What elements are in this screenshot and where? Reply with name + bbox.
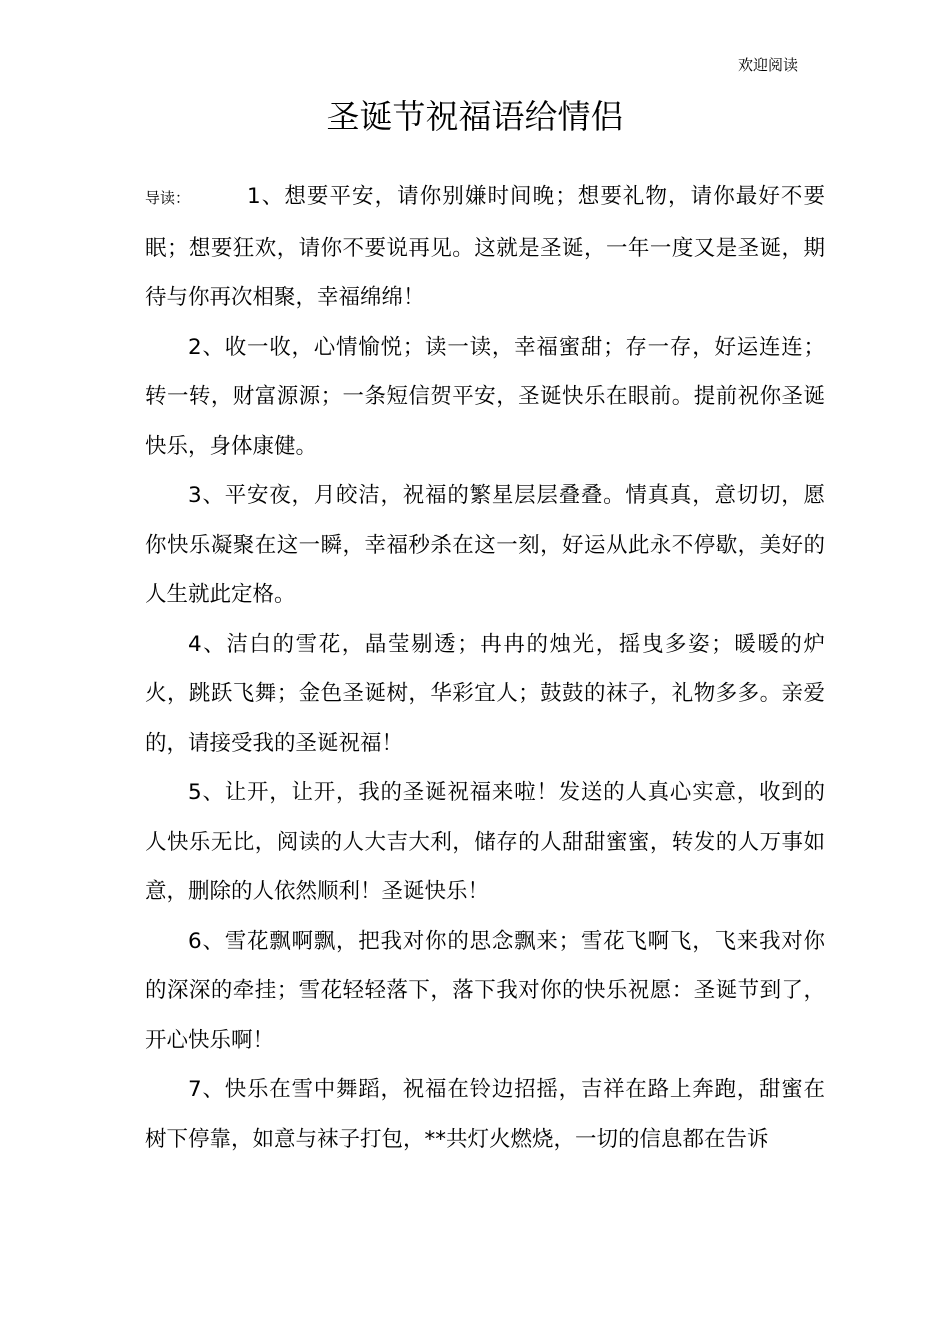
- paragraph-6: 6、雪花飘啊飘，把我对你的思念飘来；雪花飞啊飞，飞来我对你的深深的牵挂；雪花轻轻落下，落下我对你的快乐祝愿：圣诞节到了，开心快乐啊！: [145, 928, 825, 1053]
- paragraph-3: 3、平安夜，月皎洁，祝福的繁星层层叠叠。情真真，意切切，愿你快乐凝聚在这一瞬，幸福秒杀在这一刻，好运从此永不停歇，美好的人生就此定格。: [145, 483, 825, 607]
- page-title: 圣诞节祝福语给情侣: [326, 97, 624, 136]
- document-body: [145, 172, 825, 1164]
- header-note: 欢迎阅读: [737, 56, 798, 74]
- paragraph-1-text: 1、想要平安，请你别嫌时间晚；想要礼物，请你最好不要眠；想要狂欢，请你不要说再见。这就是圣诞，一年一度又是圣诞，期待与你再次相聚，幸福绵绵！: [145, 184, 825, 310]
- paragraph-2: 2、收一收，心情愉悦；读一读，幸福蜜甜；存一存，好运连连；转一转，财富源源；一条短信贺平安，圣诞快乐在眼前。提前祝你圣诞快乐，身体康健。: [145, 334, 825, 459]
- paragraph-4: 4、洁白的雪花，晶莹剔透；冉冉的烛光，摇曳多姿；暖暖的炉火，跳跃飞舞；金色圣诞树，华彩宜人；鼓鼓的袜子，礼物多多。亲爱的，请接受我的圣诞祝福！: [145, 631, 825, 756]
- intro-label: 导读：: [145, 189, 191, 207]
- paragraph-5: 5、让开，让开，我的圣诞祝福来啦！发送的人真心实意，收到的人快乐无比，阅读的人大吉大利，储存的人甜甜蜜蜜，转发的人万事如意，删除的人依然顺利！圣诞快乐！: [145, 780, 825, 904]
- paragraph-1: [145, 172, 825, 323]
- paragraph-7: 7、快乐在雪中舞蹈，祝福在铃边招摇，吉祥在路上奔跑，甜蜜在树下停靠，如意与袜子打包，**共灯火燃烧，一切的信息都在告诉: [145, 1077, 825, 1152]
